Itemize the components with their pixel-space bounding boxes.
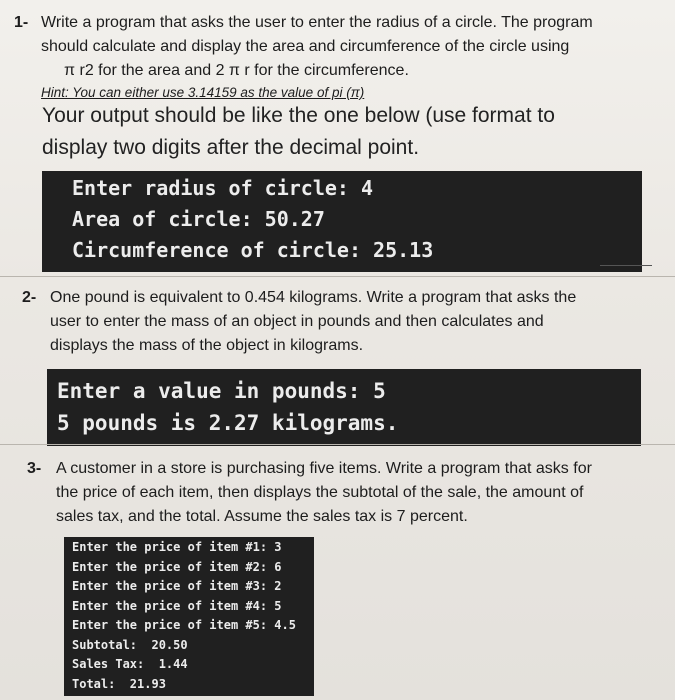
q3-console-line-6: Subtotal: 20.50 — [72, 637, 188, 652]
section-divider-2 — [0, 444, 675, 445]
q3-text-line-2: the price of each item, then displays the subtotal of the sale, the amount of — [56, 484, 584, 501]
q2-number: 2- — [22, 289, 37, 306]
q2-text-line-2: user to enter the mass of an object in pounds and then calculates and — [50, 313, 544, 330]
q1-text-line-3: π r2 for the area and 2 π r for the circumference. — [64, 62, 409, 79]
q2-text-line-3: displays the mass of the object in kilograms. — [50, 337, 364, 354]
q1-console-line-3: Circumference of circle: 25.13 — [72, 238, 434, 262]
section-divider-1 — [0, 276, 675, 277]
q3-text-line-3: sales tax, and the total. Assume the sales tax is 7 percent. — [56, 508, 468, 525]
q2-console-line-1: Enter a value in pounds: 5 — [57, 379, 386, 403]
decorative-underline — [600, 265, 652, 266]
q1-number: 1- — [14, 14, 29, 31]
q1-text-line-2: should calculate and display the area and circumference of the circle using — [41, 38, 570, 55]
q3-console-line-7: Sales Tax: 1.44 — [72, 657, 188, 671]
q3-console-output — [64, 537, 314, 696]
q3-console-line-4: Enter the price of item #4: 5 — [72, 598, 282, 613]
q1-output-line-2: display two digits after the decimal point. — [42, 136, 420, 159]
q3-console-line-1: Enter the price of item #1: 3 — [72, 540, 282, 554]
q2-console-line-2: 5 pounds is 2.27 kilograms. — [57, 411, 399, 435]
q3-console-line-5: Enter the price of item #5: 4.5 — [72, 618, 296, 632]
q2-console-output — [47, 369, 641, 446]
q2-text-line-1: One pound is equivalent to 0.454 kilograms. Write a program that asks the — [50, 289, 577, 306]
q1-hint: Hint: You can either use 3.14159 as the value of pi (π) — [41, 85, 365, 100]
q1-console-output — [42, 171, 642, 272]
q3-console-line-2: Enter the price of item #2: 6 — [72, 559, 282, 574]
q3-number: 3- — [27, 460, 42, 477]
q3-console-line-3: Enter the price of item #3: 2 — [72, 579, 282, 593]
q1-output-line-1: Your output should be like the one below (use format to — [42, 104, 555, 127]
q3-console-line-8: Total: 21.93 — [72, 676, 166, 691]
q1-console-line-2: Area of circle: 50.27 — [72, 207, 325, 231]
q1-text-line-1: Write a program that asks the user to enter the radius of a circle. The program — [41, 14, 593, 31]
q1-console-line-1: Enter radius of circle: 4 — [72, 176, 374, 200]
q3-text-line-1: A customer in a store is purchasing five items. Write a program that asks for — [56, 460, 592, 477]
